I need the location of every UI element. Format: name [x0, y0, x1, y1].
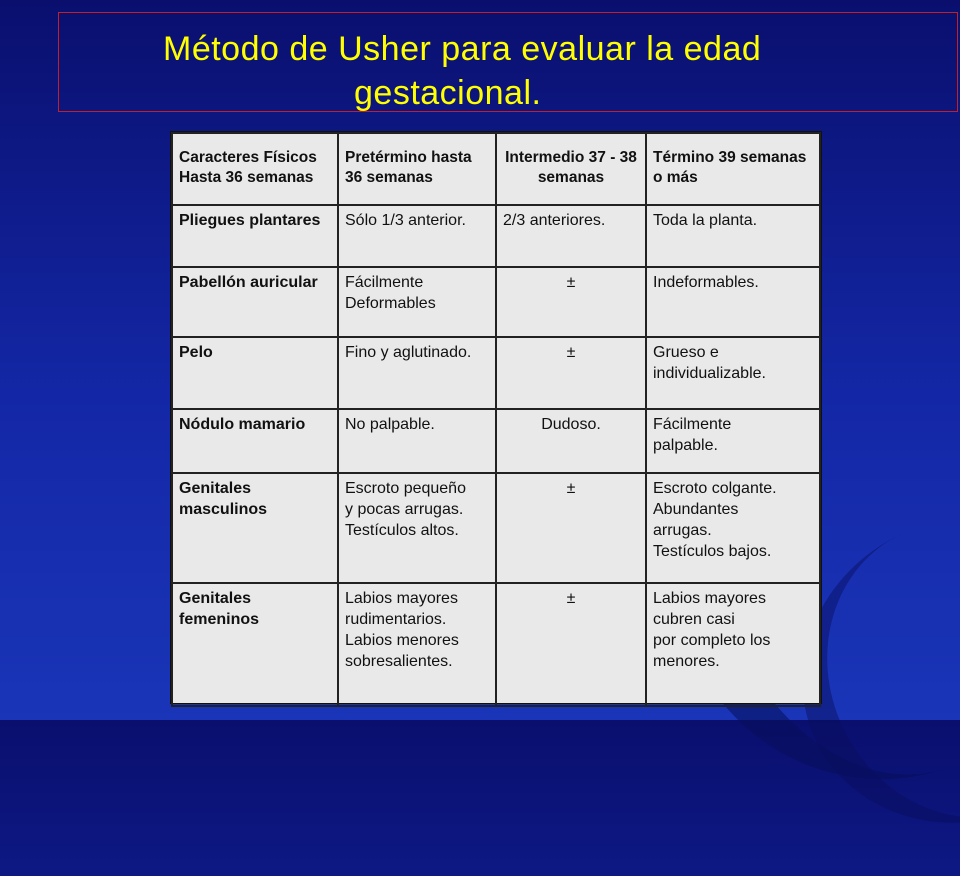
row-feature-cell: Pelo — [172, 337, 338, 409]
usher-method-table-image — [170, 131, 822, 704]
row-feature-cell: Genitales femeninos — [172, 583, 338, 706]
row-term-cell: Labios mayores cubren casi por completo los menores. — [646, 583, 820, 706]
row-term-cell: Escroto colgante. Abundantes arrugas. Testículos bajos. — [646, 473, 820, 583]
row-preterm-cell: Labios mayores rudimentarios. Labios menores sobresalientes. — [338, 583, 496, 706]
title-line-2: gestacional. — [354, 74, 542, 112]
header-preterm: Pretérmino hasta 36 semanas — [338, 133, 496, 205]
row-preterm-cell: Sólo 1/3 anterior. — [338, 205, 496, 267]
row-term-cell: Grueso e individualizable. — [646, 337, 820, 409]
row-intermediate-cell: 2/3 anteriores. — [496, 205, 646, 267]
row-feature-cell: Pliegues plantares — [172, 205, 338, 267]
row-feature-cell: Pabellón auricular — [172, 267, 338, 337]
row-intermediate-cell: ± — [496, 337, 646, 409]
table-row — [172, 409, 820, 473]
header-term: Término 39 semanas o más — [646, 133, 820, 205]
row-feature-cell: Nódulo mamario — [172, 409, 338, 473]
title-frame — [58, 12, 958, 112]
row-term-cell: Fácilmente palpable. — [646, 409, 820, 473]
table-row — [172, 267, 820, 337]
table-row — [172, 205, 820, 267]
row-intermediate-cell: ± — [496, 583, 646, 706]
row-preterm-cell: Fino y aglutinado. — [338, 337, 496, 409]
usher-method-table — [171, 132, 821, 707]
row-intermediate-cell: ± — [496, 473, 646, 583]
table-row — [172, 473, 820, 583]
row-preterm-cell: No palpable. — [338, 409, 496, 473]
row-preterm-cell: Escroto pequeño y pocas arrugas. Testículos altos. — [338, 473, 496, 583]
row-intermediate-cell: Dudoso. — [496, 409, 646, 473]
row-feature-cell: Genitales masculinos — [172, 473, 338, 583]
table-row — [172, 583, 820, 706]
table-header-row — [172, 133, 820, 205]
header-physical-characteristics: Caracteres Físicos Hasta 36 semanas — [172, 133, 338, 205]
row-intermediate-cell: ± — [496, 267, 646, 337]
row-term-cell: Toda la planta. — [646, 205, 820, 267]
row-preterm-cell: Fácilmente Deformables — [338, 267, 496, 337]
header-intermediate: Intermedio 37 - 38 semanas — [496, 133, 646, 205]
table-row — [172, 337, 820, 409]
slide-title — [59, 27, 957, 115]
row-term-cell: Indeformables. — [646, 267, 820, 337]
title-line-1: Método de Usher para evaluar la edad — [163, 30, 762, 68]
